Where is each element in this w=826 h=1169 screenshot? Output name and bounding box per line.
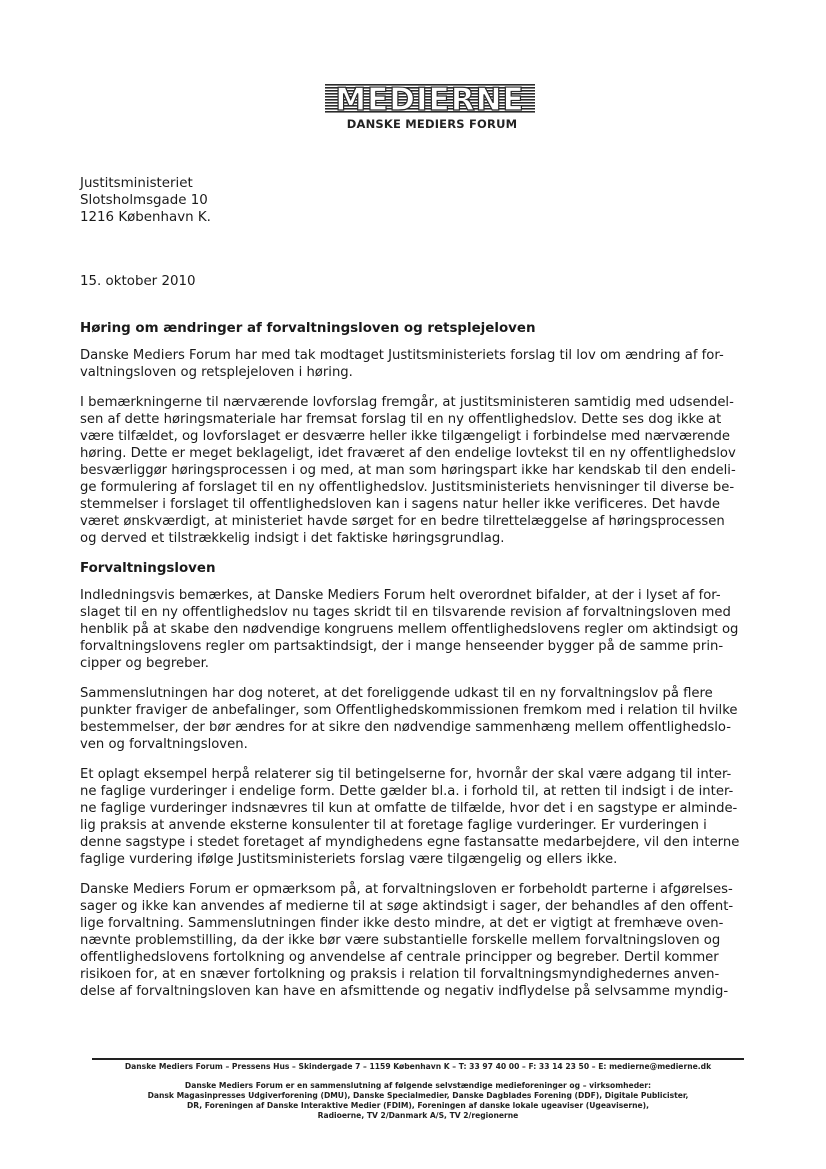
text-line: Indledningsvis bemærkes, at Danske Mediers Forum helt overordnet bifalder, at der i lyset af for-	[80, 588, 721, 603]
text-line: ven og forvaltningsloven.	[80, 737, 248, 752]
text-line: risikoen for, at en snæver fortolkning og praksis i relation til forvaltningsmyndighedernes anven-	[80, 967, 720, 982]
paragraph-aware	[80, 881, 744, 1000]
text-line: henblik på at skabe den nødvendige kongruens mellem offentlighedslovens regler om aktindsigt og	[80, 622, 739, 637]
text-line: besværliggør høringsprocessen i og med, at man som høringspart ikke har kendskab til den endeli-	[80, 463, 736, 478]
text-line: I bemærkningerne til nærværende lovforslag fremgår, at justitsministeren samtidig med udsendel-	[80, 395, 734, 410]
text-line: nævnte problemstilling, da der ikke bør være substantielle forskelle mellem forvaltningsloven og	[80, 933, 721, 948]
medierne-wordmark-icon	[325, 84, 535, 116]
text-line: være tilfældet, og lovforslaget er desværre heller ikke tilgængeligt i forbindelse med nærværende	[80, 429, 731, 444]
text-line: og derved et tilstrækkelig indsigt i det faktiske høringsgrundlag.	[80, 531, 505, 546]
letter-body	[80, 320, 744, 1013]
letter-title: Høring om ændringer af forvaltningsloven og retsplejeloven	[80, 321, 536, 336]
section-heading: Forvaltningsloven	[80, 561, 216, 576]
recipient-name: Justitsministeriet	[80, 176, 193, 191]
recipient-address	[80, 175, 211, 226]
text-line: stemmelser i forslaget til offentlighedsloven kan i sagens natur heller ikke verificeres. Det havde	[80, 497, 720, 512]
paragraph-remarks	[80, 394, 744, 547]
recipient-street: Slotsholmsgade 10	[80, 193, 208, 208]
text-line: ne faglige vurderinger i endelige form. Dette gælder bl.a. i forhold til, at retten til indsigt i de inter-	[80, 784, 734, 799]
svg-text:MEDIERNE: MEDIERNE	[335, 84, 525, 116]
footer-line: Danske Mediers Forum er en sammenslutning af følgende selvstændige medieforeninger og – virksomheder:	[184, 1081, 652, 1090]
footer-line: Radioerne, TV 2/Danmark A/S, TV 2/regionerne	[317, 1111, 519, 1120]
text-line: ge formulering af forslaget til en ny offentlighedslov. Justitsministeriets henvisninger til diverse be-	[80, 480, 735, 495]
text-line: valtningsloven og retsplejeloven i høring.	[80, 365, 353, 380]
text-line: bestemmelser, der bør ændres for at sikre den nødvendige sammenhæng mellem offentlighedslo-	[80, 720, 731, 735]
footer-line: Dansk Magasinpresses Udgiverforening (DMU), Danske Specialmedier, Danske Dagblades Forening (DDF), Digitale Publicister,	[147, 1091, 689, 1100]
footer-line: DR, Foreningen af Danske Interaktive Medier (FDIM), Foreningen af danske lokale ugeaviser (Ugeaviserne),	[186, 1101, 650, 1110]
text-line: faglige vurdering ifølge Justitsministeriets forslag være tilgængelig og ellers ikke.	[80, 852, 618, 867]
paragraph-example	[80, 766, 744, 868]
text-line: offentlighedslovens fortolkning og anvendelse af centrale principper og begreber. Dertil kommer	[80, 950, 719, 965]
text-line: forvaltningslovens regler om partsaktindsigt, der i mange henseender bygger på de samme prin-	[80, 639, 724, 654]
text-line: delse af forvaltningsloven kan have en afsmittende og negativ indflydelse på selvsamme myndig-	[80, 984, 729, 999]
letter-date: 15. oktober 2010	[80, 274, 196, 289]
text-line: slaget til en ny offentlighedslov nu tages skridt til en tilsvarende revision af forvaltningsloven med	[80, 605, 731, 620]
text-line: været ønskværdigt, at ministeriet havde sørget for en bedre tilrettelæggelse af høringsprocessen	[80, 514, 725, 529]
text-line: lige forvaltning. Sammenslutningen finder ikke desto mindre, at det er vigtigt at fremhæve oven-	[80, 916, 724, 931]
footer-contact: Danske Mediers Forum – Pressens Hus – Skindergade 7 – 1159 København K – T: 33 97 40 00 – F: 33 14 23 50 – E: medierne@medierne.dk	[124, 1062, 712, 1071]
text-line: sen af dette høringsmateriale har fremsat forslag til en ny offentlighedslov. Dette ses dog ikke at	[80, 412, 722, 427]
text-line: punkter fraviger de anbefalinger, som Offentlighedskommissionen fremkom med i relation til hvilke	[80, 703, 738, 718]
recipient-city: 1216 København K.	[80, 210, 211, 225]
footer-divider	[92, 1058, 744, 1060]
text-line: Sammenslutningen har dog noteret, at det foreliggende udkast til en ny forvaltningslov på flere	[80, 686, 713, 701]
text-line: cipper og begreber.	[80, 656, 210, 671]
text-line: denne sagstype i stedet foretaget af myndighedens egne fastansatte medarbejdere, vil den interne	[80, 835, 740, 850]
text-line: høring. Dette er meget beklageligt, idet fraværet af den endelige lovtekst til en ny offentlighedslov	[80, 446, 736, 461]
paragraph-initial	[80, 587, 744, 672]
paragraph-noted	[80, 685, 744, 753]
text-line: Et oplagt eksempel herpå relaterer sig til betingelserne for, hvornår der skal være adgang til inter-	[80, 767, 732, 782]
footer-members	[92, 1081, 744, 1121]
text-line: lig praksis at anvende eksterne konsulenter til at foretage faglige vurderinger. Er vurderingen i	[80, 818, 707, 833]
text-line: ne faglige vurderinger indsnævres til kun at omfatte de tilfælde, hvor det i en sagstype er alminde-	[80, 801, 738, 816]
paragraph-intro	[80, 347, 744, 381]
text-line: Danske Mediers Forum har med tak modtaget Justitsministeriets forslag til lov om ændring af for-	[80, 348, 724, 363]
text-line: sager og ikke kan anvendes af medierne til at søge aktindsigt i sager, der behandles af den offent-	[80, 899, 734, 914]
logo-subtitle: DANSKE MEDIERS FORUM	[346, 117, 518, 131]
text-line: Danske Mediers Forum er opmærksom på, at forvaltningsloven er forbeholdt parterne i afgørelses-	[80, 882, 733, 897]
